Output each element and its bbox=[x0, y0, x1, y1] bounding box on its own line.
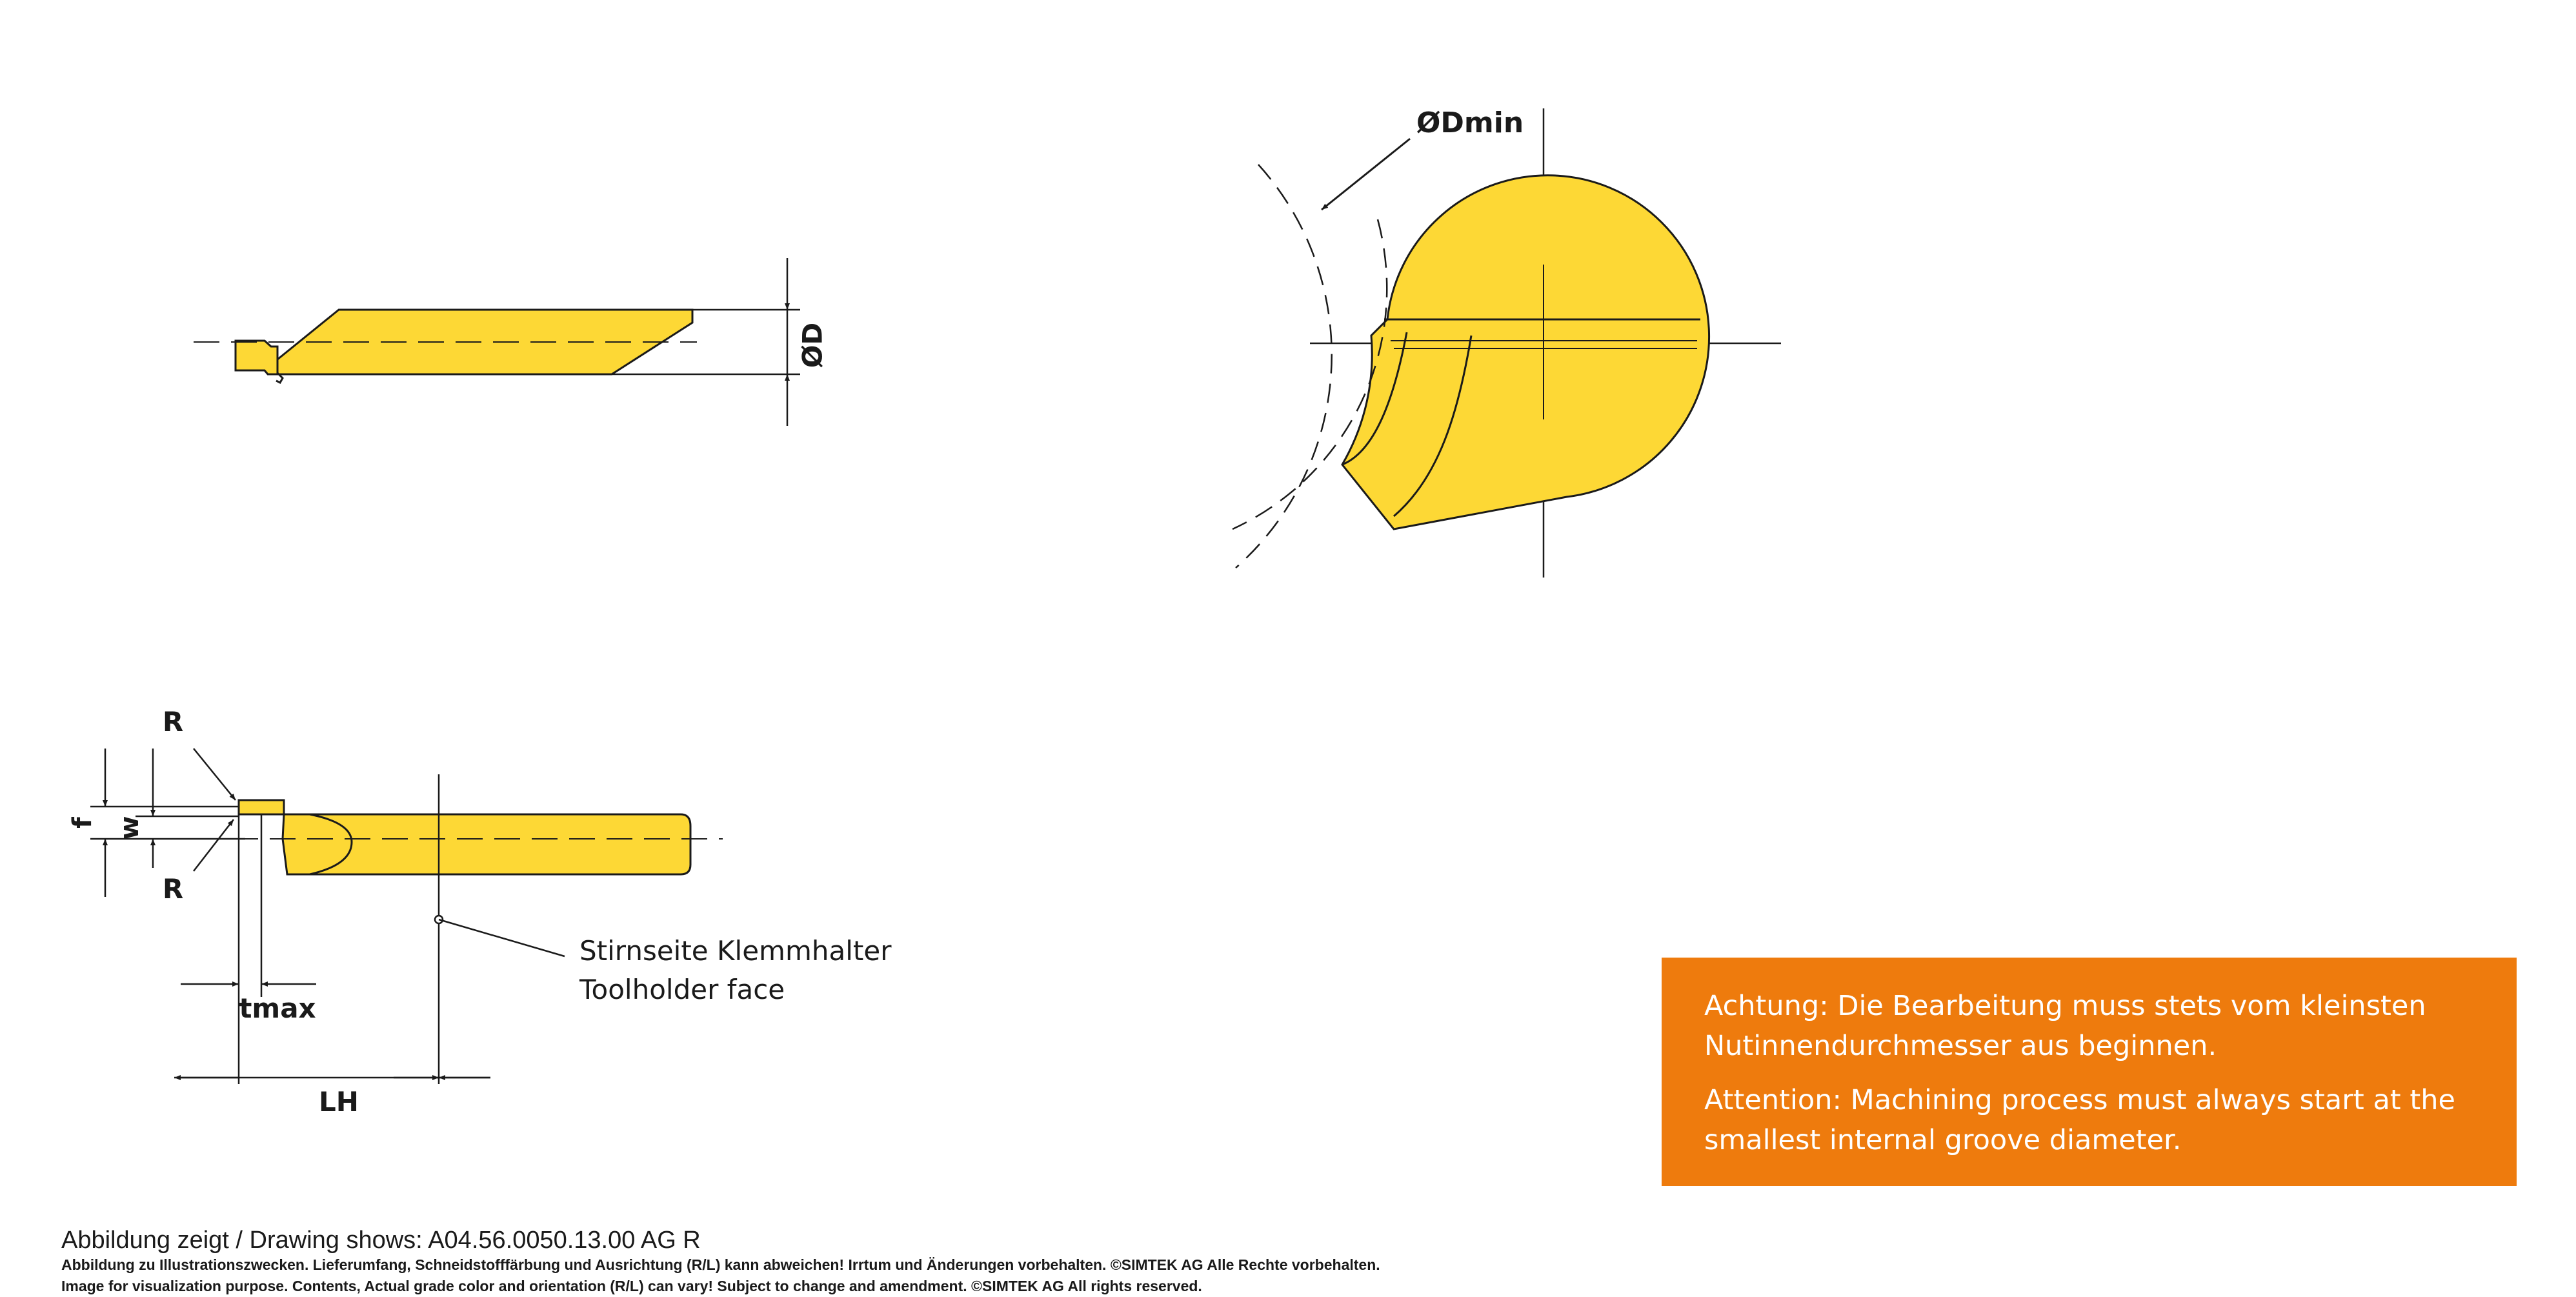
disclaimer-de: Abbildung zu Illustrationszwecken. Lieferumfang, Schneidstofffärbung und Ausrichtung (R/L) kann abweichen! Irrtum und Änderungen vorbehalten. ©SIMTEK AG Alle Rechte vorbehalten. bbox=[61, 1256, 1380, 1273]
label-tmax: tmax bbox=[239, 992, 316, 1024]
label-face-en: Toolholder face bbox=[579, 974, 785, 1005]
drawing-caption: Abbildung zeigt / Drawing shows: A04.56.0050.13.00 AG R bbox=[61, 1227, 701, 1254]
dmin-leader bbox=[1322, 139, 1410, 210]
label-d: ØD bbox=[796, 322, 829, 368]
label-face-de: Stirnseite Klemmhalter bbox=[579, 935, 892, 967]
label-lh: LH bbox=[319, 1086, 359, 1118]
tool-side-view bbox=[236, 310, 692, 383]
warning-text-en: Attention: Machining process must always start at the smallest internal groove diameter. bbox=[1704, 1084, 2455, 1156]
disclaimer-en: Image for visualization purpose. Contents, Actual grade color and orientation (R/L) can vary! Subject to change and amendment. ©SIMTEK AG All rights reserved. bbox=[61, 1278, 1202, 1294]
warning-box bbox=[1662, 958, 2517, 1186]
cutting-insert-side bbox=[236, 341, 277, 374]
tool-top-view bbox=[239, 800, 690, 874]
dimension-r bbox=[194, 749, 236, 871]
label-f: f bbox=[68, 817, 97, 829]
label-r-bottom: R bbox=[162, 873, 184, 905]
dmin-circle-outer bbox=[1236, 165, 1332, 568]
tool-shank-top bbox=[283, 814, 690, 874]
toolholder-face-leader bbox=[439, 920, 565, 956]
tool-front-view bbox=[1233, 108, 1781, 578]
label-dmin: ØDmin bbox=[1416, 106, 1524, 139]
label-r-top: R bbox=[162, 706, 184, 738]
warning-text-de: Achtung: Die Bearbeitung muss stets vom kleinsten Nutinnendurchmesser aus beginnen. bbox=[1704, 990, 2426, 1062]
footer bbox=[61, 1226, 1997, 1297]
label-w: w bbox=[115, 816, 145, 840]
tool-head-front bbox=[1342, 176, 1709, 529]
cutting-insert-top bbox=[239, 800, 284, 814]
